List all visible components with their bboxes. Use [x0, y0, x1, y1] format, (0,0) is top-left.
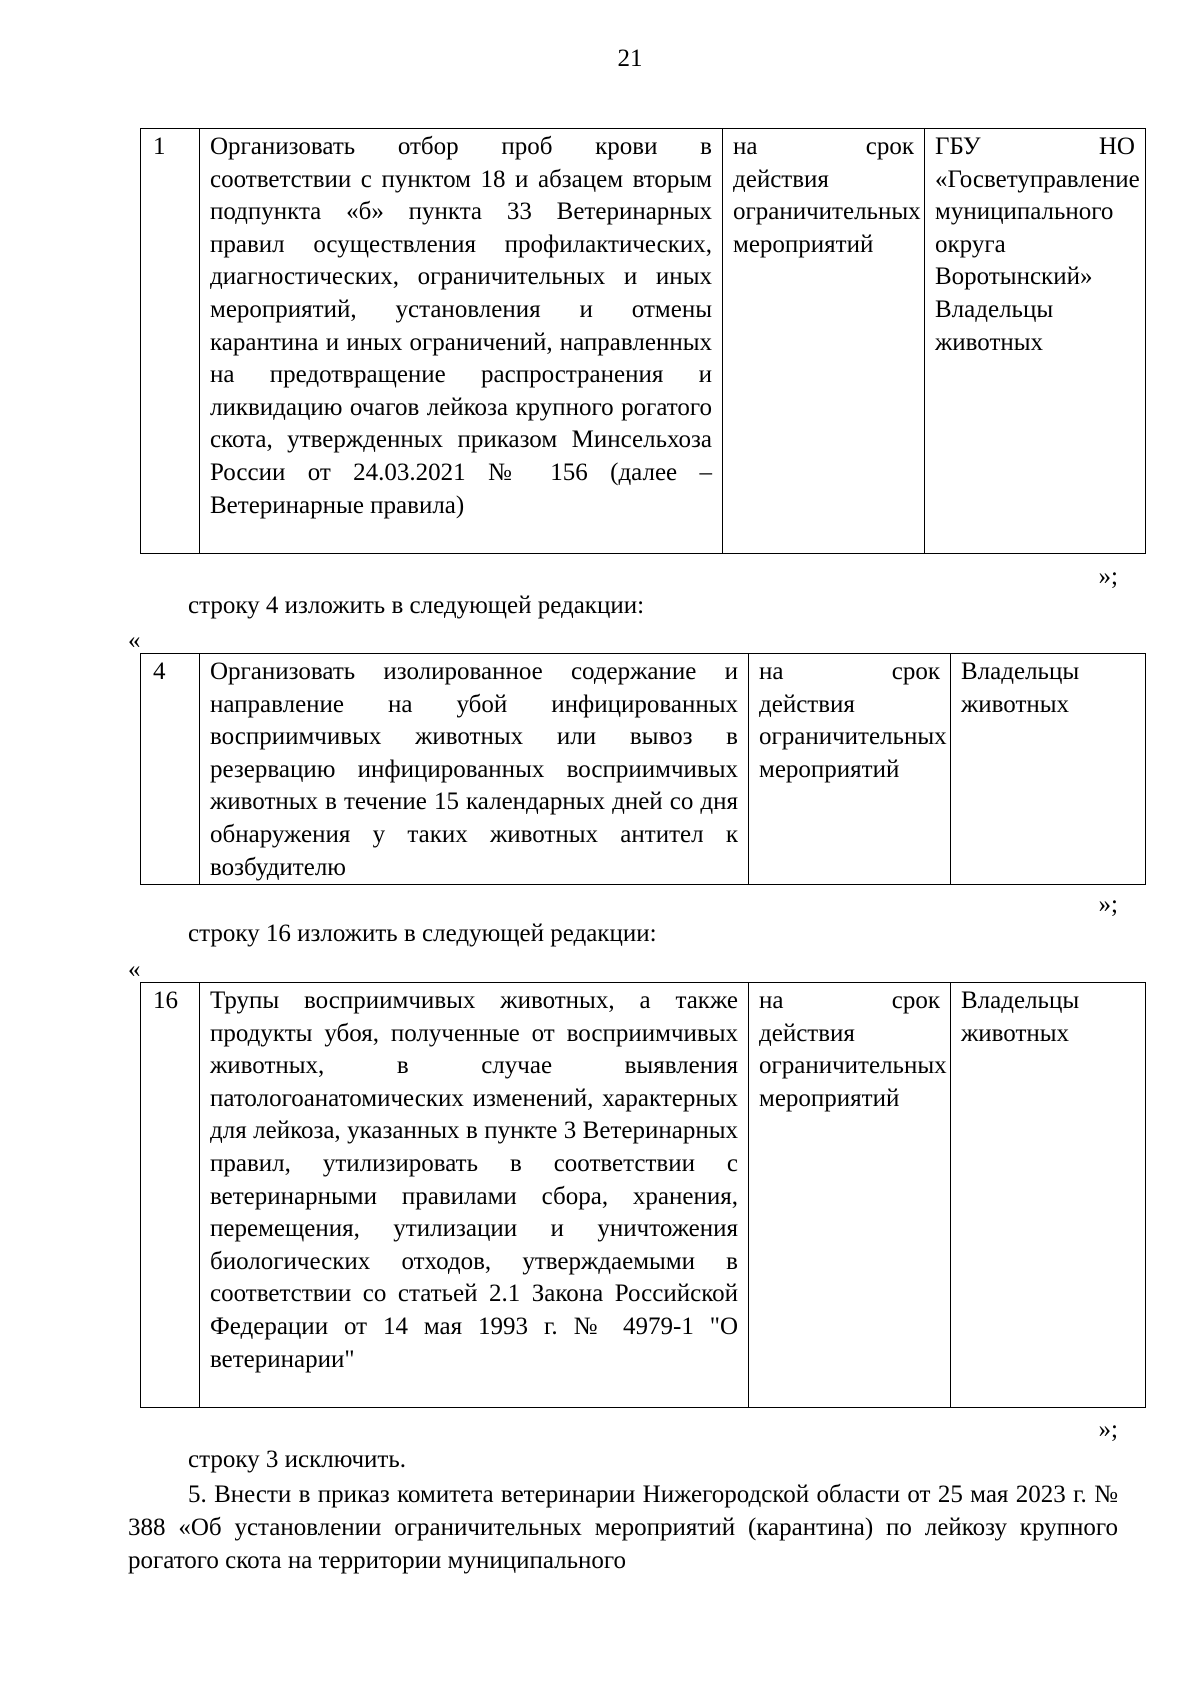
- closing-quote: »;: [1098, 1416, 1118, 1443]
- responsible-cell: ГБУ НО «Госветуправление муниципального округа Воротынский» Владельцы животных: [925, 129, 1146, 554]
- table-row: [141, 129, 1146, 554]
- term-cell: на срок действия ограничительных мероприятий: [749, 983, 951, 1408]
- measure-description-cell: Организовать изолированное содержание и направление на убой инфицированных восприимчивых животных или вывоз в резервацию инфицированных восприимчивых животных в течение 15 календарных дней со дня обнаружения у таких животных антител к возбудителю: [200, 654, 749, 885]
- instruction-text: строку 4 изложить в следующей редакции:: [188, 592, 645, 619]
- term-cell: на срок действия ограничительных мероприятий: [749, 654, 951, 885]
- measure-description-cell: Трупы восприимчивых животных, а также продукты убоя, полученные от восприимчивых животных, в случае выявления патологоанатомических изменений, характерных для лейкоза, указанных в пункте 3 Ветеринарных правил, утилизировать в соответствии с ветеринарными правилами сбора, хранения, перемещения, утилизации и уничтожения биологических отходов, утверждаемыми в соответствии со статьей 2.1 Закона Российской Федерации от 14 мая 1993 г. № 4979-1 "О ветеринарии": [200, 983, 749, 1408]
- measures-table-row-1: [140, 128, 1146, 554]
- row-number-cell: 4: [141, 654, 200, 885]
- page-number: 21: [617, 45, 643, 72]
- paragraph-5: 5. Внести в приказ комитета ветеринарии Нижегородской области от 25 мая 2023 г. № 388 «Об установлении ограничительных мероприятий (карантина) по лейкозу крупного рогатого скота на территории муниципального: [128, 1481, 1118, 1574]
- table-row: [141, 654, 1146, 885]
- row-number-cell: 16: [141, 983, 200, 1408]
- opening-quote: «: [128, 956, 141, 983]
- closing-quote: »;: [1098, 891, 1118, 918]
- measures-table-row-16: [140, 982, 1146, 1408]
- table-row: [141, 983, 1146, 1408]
- instruction-text: строку 16 изложить в следующей редакции:: [188, 920, 657, 947]
- row-number-cell: 1: [141, 129, 200, 554]
- closing-quote: »;: [1098, 563, 1118, 590]
- opening-quote: «: [128, 627, 141, 654]
- instruction-text: строку 3 исключить.: [188, 1446, 406, 1473]
- responsible-cell: Владельцы животных: [951, 654, 1146, 885]
- responsible-cell: Владельцы животных: [951, 983, 1146, 1408]
- measure-description-cell: Организовать отбор проб крови в соответствии с пунктом 18 и абзацем вторым подпункта «б» пункта 33 Ветеринарных правил осуществления профилактических, диагностических, ограничительных и иных мероприятий, установления и отмены карантина и иных ограничений, направленных на предотвращение распространения и ликвидацию очагов лейкоза крупного рогатого скота, утвержденных приказом Минсельхоза России от 24.03.2021 № 156 (далее – Ветеринарные правила): [200, 129, 723, 554]
- measures-table-row-4: [140, 653, 1146, 885]
- term-cell: на срок действия ограничительных мероприятий: [723, 129, 925, 554]
